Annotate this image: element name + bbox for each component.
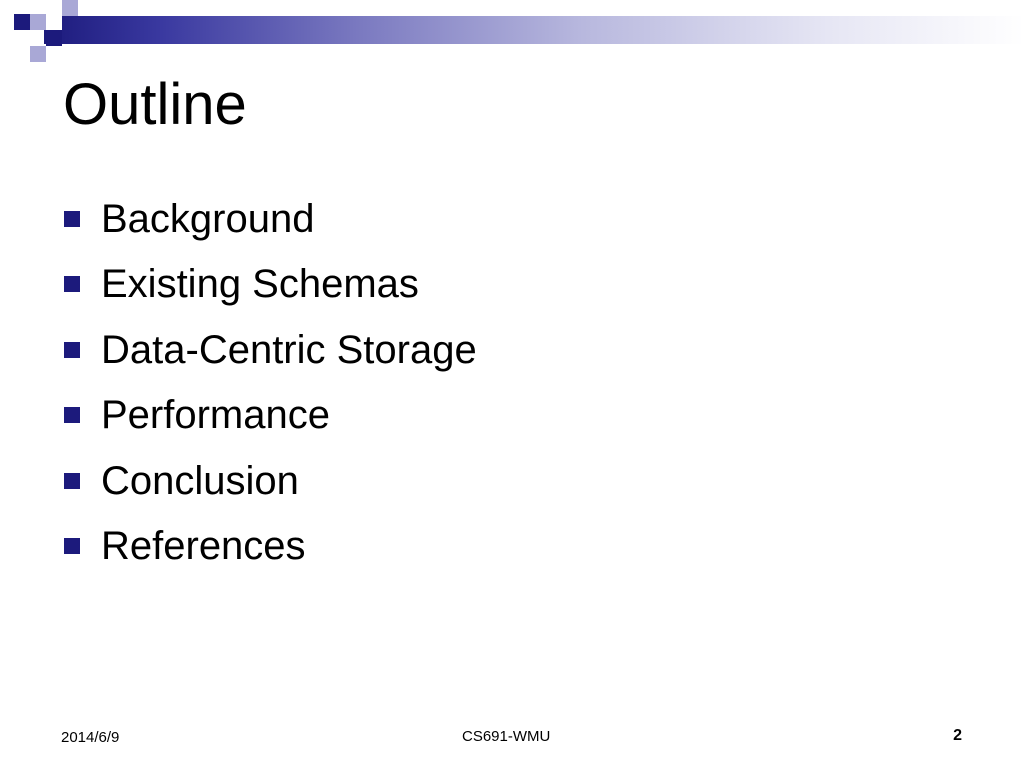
slide-title: Outline (63, 72, 247, 137)
list-item (64, 448, 477, 514)
list-item (64, 383, 477, 449)
bullet-text: Background (101, 196, 315, 241)
header-gradient-band (44, 16, 1024, 44)
square-bullet-icon (64, 473, 80, 489)
list-item (64, 252, 477, 318)
bullet-list (64, 186, 477, 579)
footer-course-label: CS691-WMU (462, 728, 551, 745)
list-item (64, 514, 477, 580)
bullet-text: Conclusion (101, 458, 299, 503)
list-item (64, 317, 477, 383)
square-bullet-icon (64, 276, 80, 292)
square-bullet-icon (64, 538, 80, 554)
list-item (64, 186, 477, 252)
bullet-text: Data-Centric Storage (101, 327, 477, 372)
page-number: 2 (953, 727, 962, 744)
bullet-text: Performance (101, 393, 330, 438)
square-bullet-icon (64, 342, 80, 358)
square-bullet-icon (64, 407, 80, 423)
bullet-text: Existing Schemas (101, 262, 419, 307)
footer-date: 2014/6/9 (61, 729, 120, 746)
bullet-text: References (101, 524, 306, 569)
square-bullet-icon (64, 211, 80, 227)
